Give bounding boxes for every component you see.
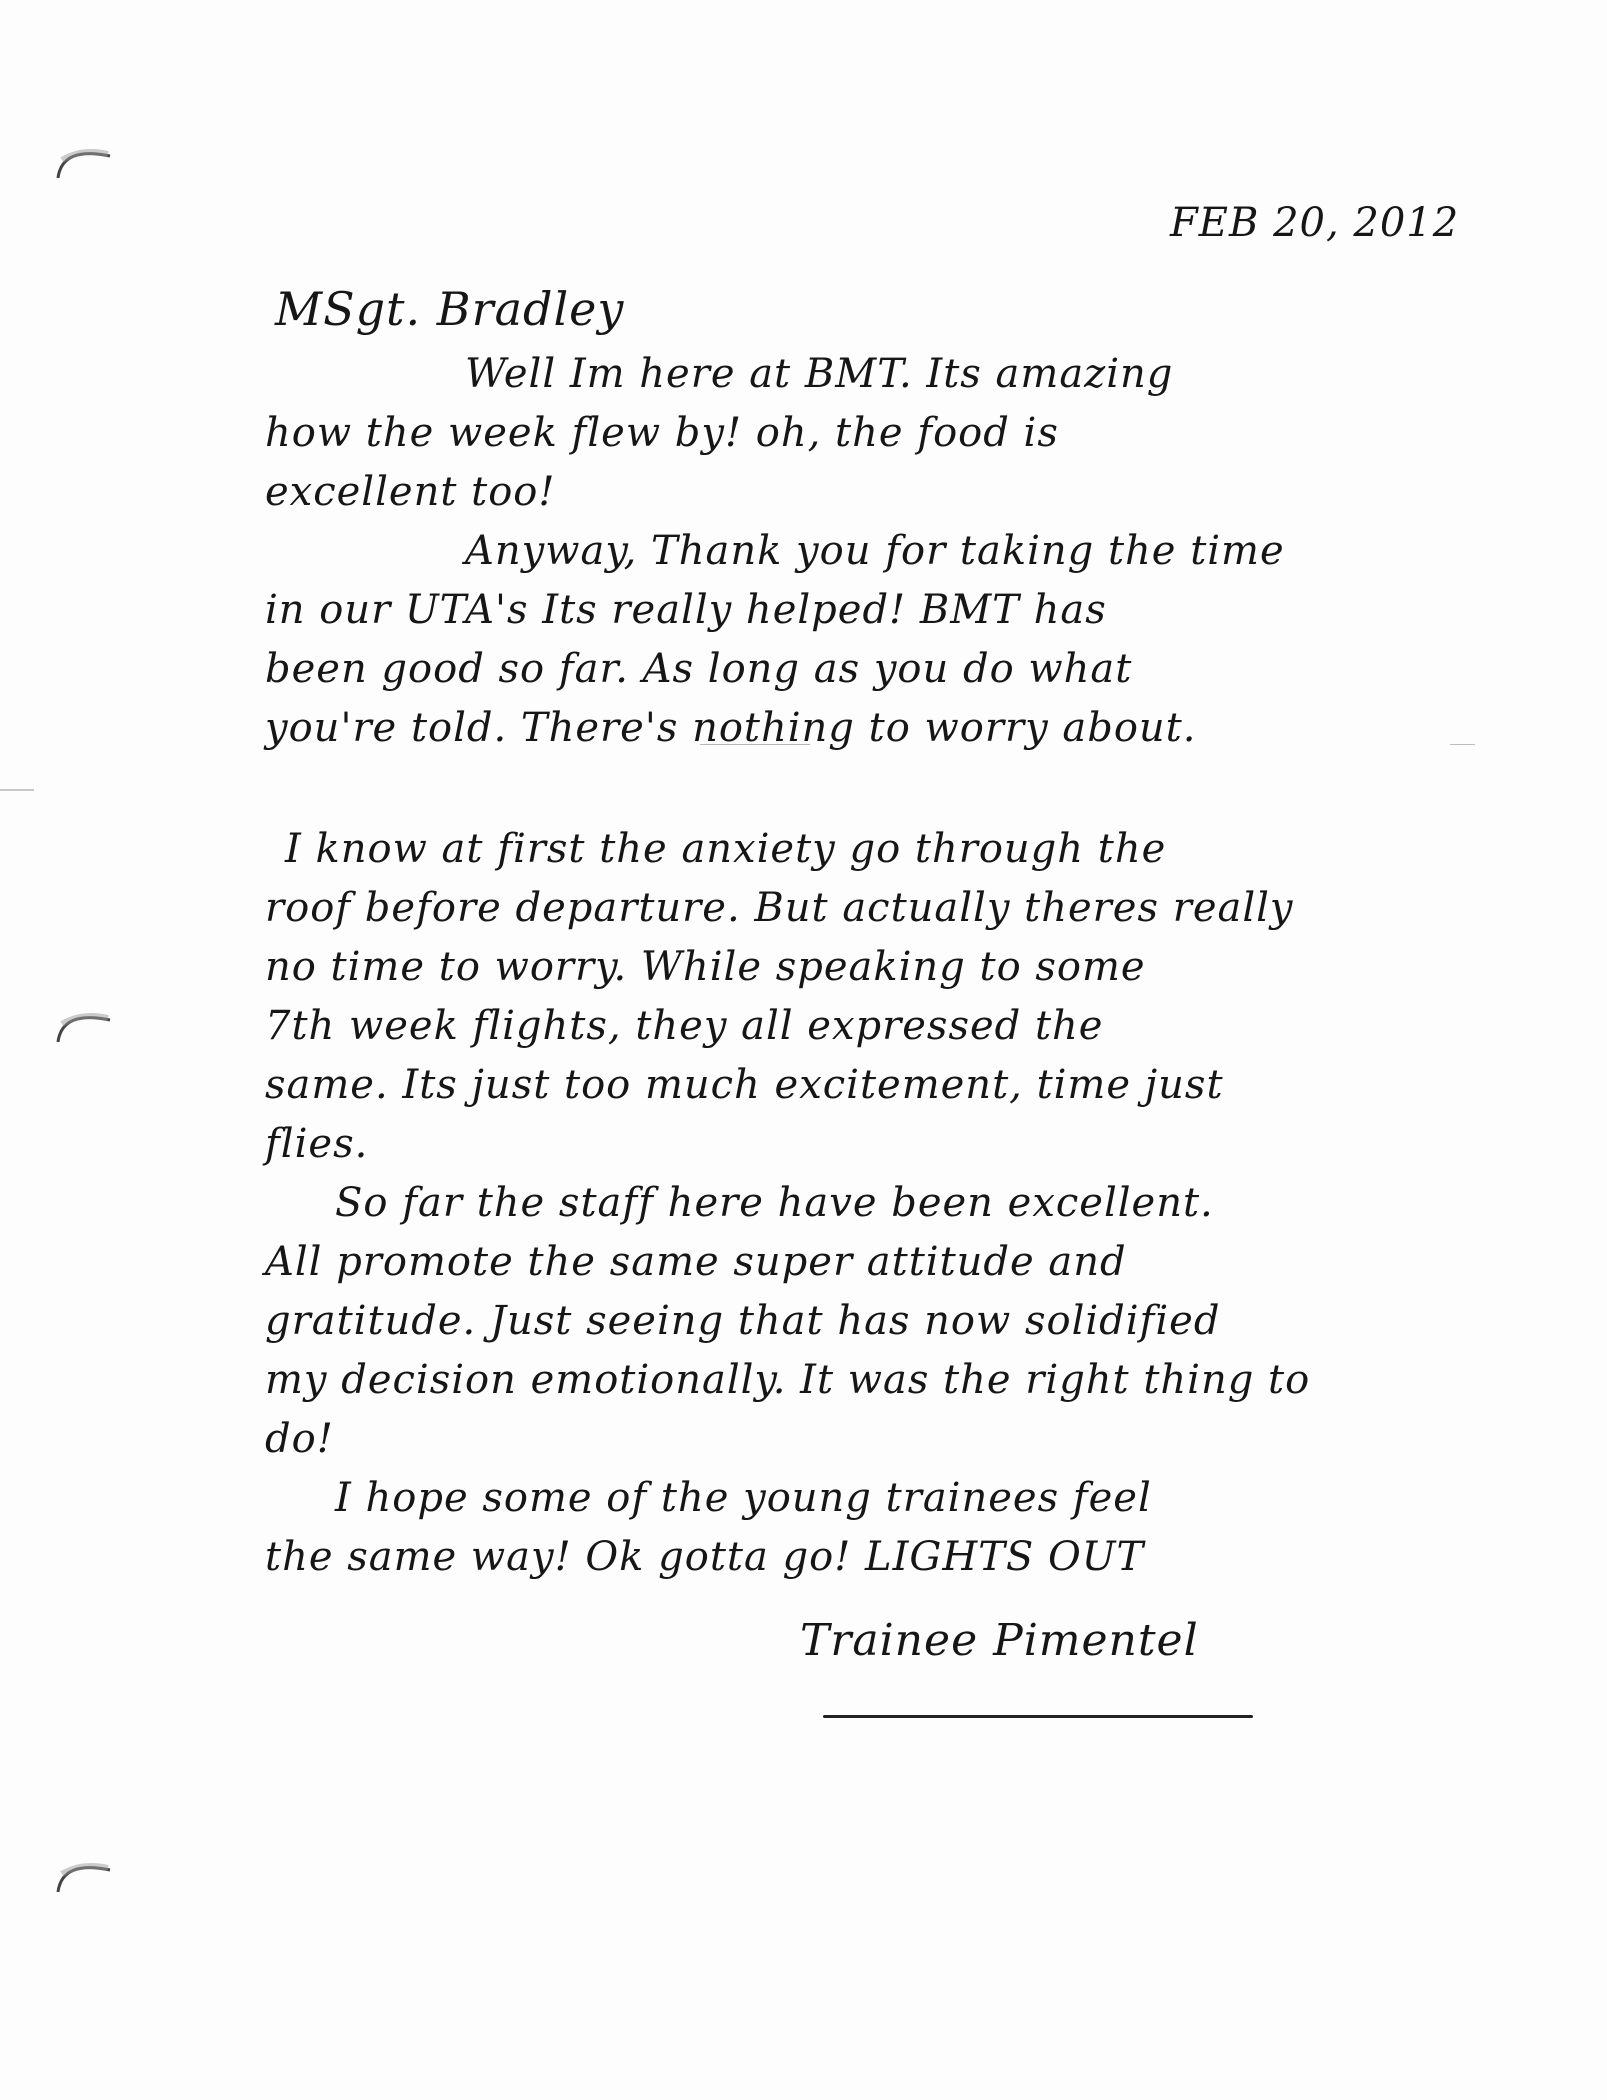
letter-line: my decision emotionally. It was the right thing to	[265, 1357, 1311, 1403]
letter-line: no time to worry. While speaking to some	[265, 944, 1146, 990]
signature-underline	[823, 1715, 1253, 1718]
letter-line: I know at first the anxiety go through the	[285, 826, 1167, 872]
letter-line: in our UTA's Its really helped! BMT has	[265, 587, 1107, 633]
letter-line: Well Im here at BMT. Its amazing	[465, 351, 1174, 397]
letter-line: same. Its just too much excitement, time just	[265, 1062, 1224, 1108]
letter-line: excellent too!	[265, 469, 556, 515]
letter-line: flies.	[265, 1121, 369, 1167]
letter-line: So far the staff here have been excellent.	[335, 1180, 1214, 1226]
letter-line: how the week flew by! oh, the food is	[265, 410, 1059, 456]
scan-artifact	[0, 789, 34, 791]
punch-hole-icon	[52, 138, 122, 208]
letter-line: been good so far. As long as you do what	[265, 646, 1133, 692]
letter-line: All promote the same super attitude and	[265, 1239, 1127, 1285]
letter-line: 7th week flights, they all expressed the	[265, 1003, 1104, 1049]
letter-line: gratitude. Just seeing that has now solidified	[265, 1298, 1221, 1344]
letter-line: I hope some of the young trainees feel	[335, 1475, 1152, 1521]
letter-signature: Trainee Pimentel	[800, 1615, 1199, 1666]
letter-line: do!	[265, 1416, 334, 1462]
punch-hole-icon	[52, 1002, 122, 1072]
letter-line: roof before departure. But actually theres really	[265, 885, 1294, 931]
punch-hole-icon	[52, 1852, 122, 1922]
letter-line: you're told. There's nothing to worry about.	[265, 705, 1197, 751]
letter-line: Anyway, Thank you for taking the time	[465, 528, 1285, 574]
letter-body	[265, 345, 1565, 1587]
letter-date: FEB 20, 2012	[1170, 200, 1460, 246]
letter-salutation: MSgt. Bradley	[275, 282, 625, 336]
letter-line: the same way! Ok gotta go! LIGHTS OUT	[265, 1534, 1145, 1580]
